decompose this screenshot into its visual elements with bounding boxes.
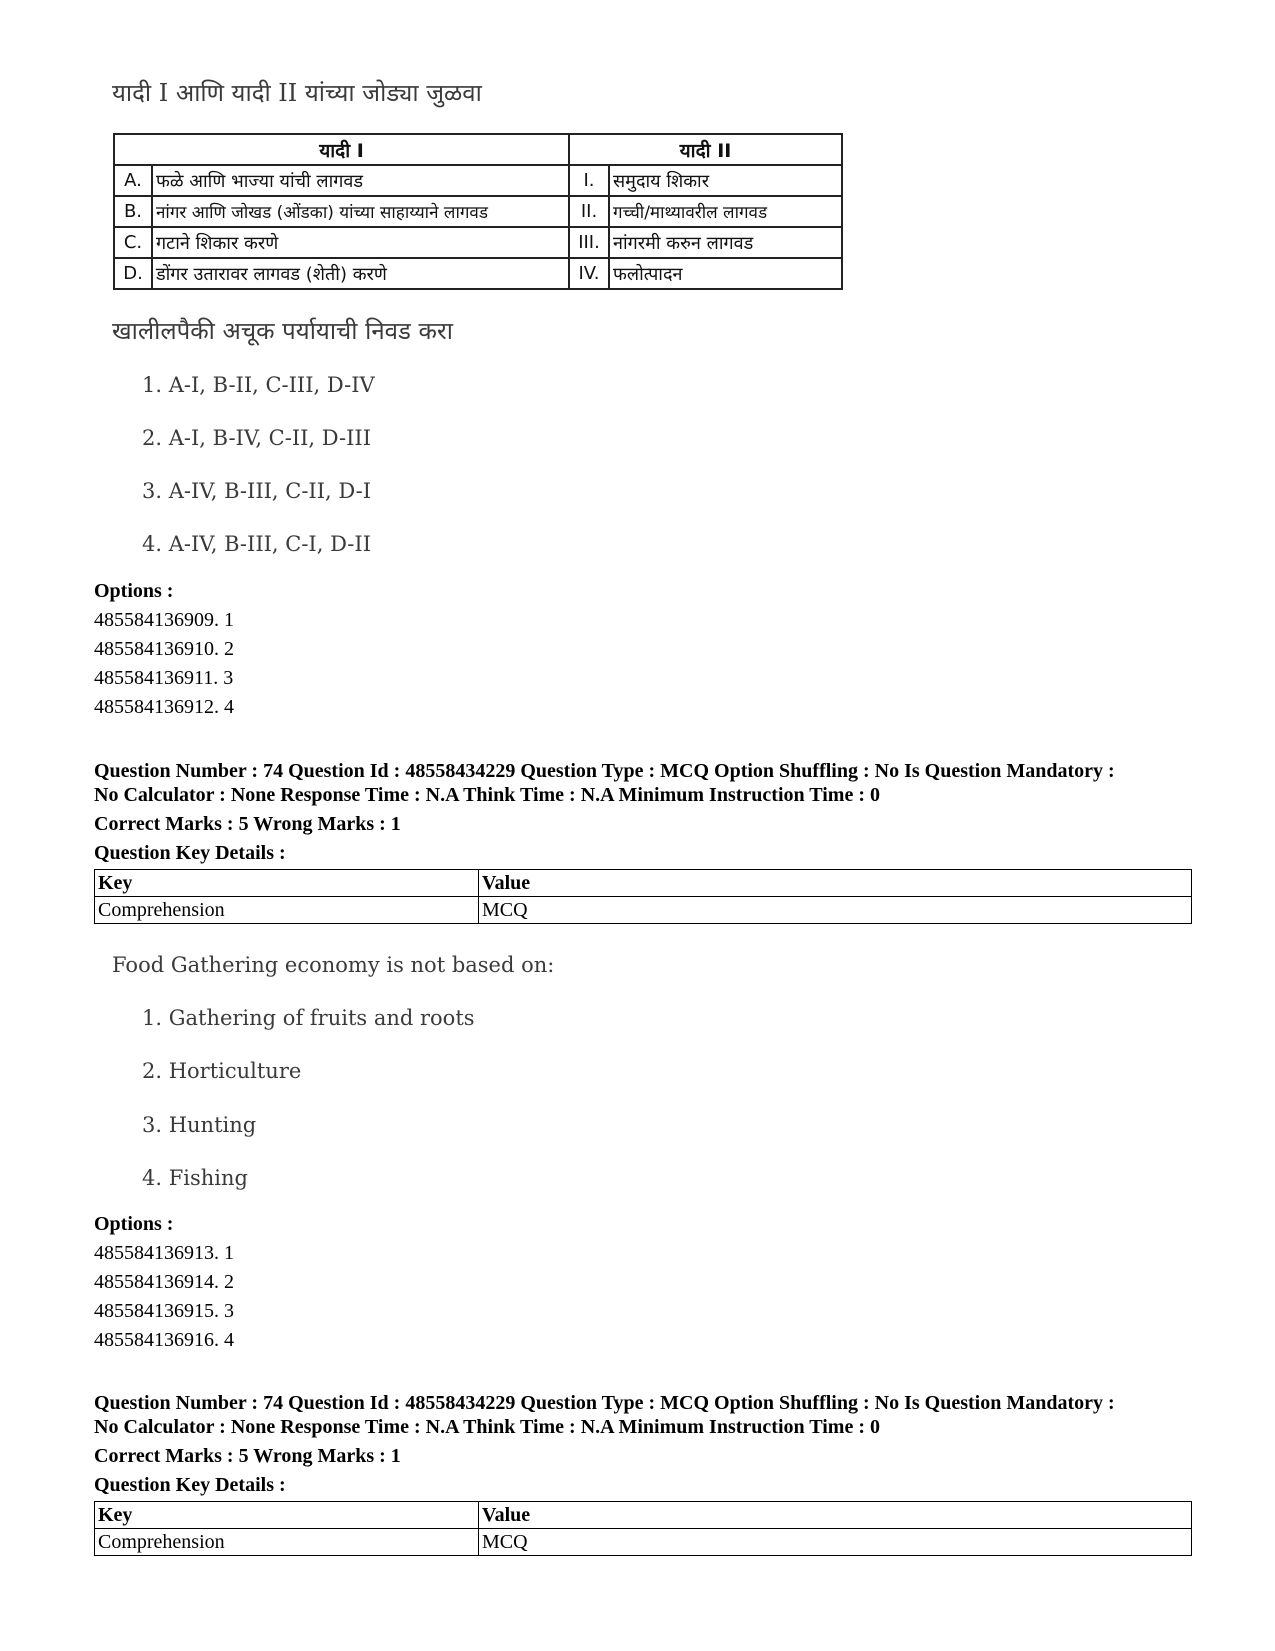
list-1-item: नांगर आणि जोखड (ओंडका) यांच्या साहाय्याने लागवड — [152, 196, 569, 227]
option-item: 485584136916. 4 — [94, 1329, 234, 1351]
list-1-label: D. — [114, 258, 152, 289]
option-item: 485584136909. 1 — [94, 609, 234, 631]
list-1-label: B. — [114, 196, 152, 227]
question-meta-line-2: No Calculator : None Response Time : N.A Think Time : N.A Minimum Instruction Time : 0 — [94, 784, 880, 806]
key-details-table — [94, 869, 1192, 924]
list-2-item: फलोत्पादन — [609, 258, 842, 289]
value-header: Value — [479, 870, 1192, 897]
option-item: 485584136913. 1 — [94, 1242, 234, 1264]
table-row — [95, 897, 1192, 924]
table-header-row — [95, 870, 1192, 897]
option-item: 485584136910. 2 — [94, 638, 234, 660]
options-label: Options : — [94, 1213, 174, 1235]
list-2-label: III. — [569, 227, 609, 258]
list-2-header: यादी II — [569, 134, 842, 165]
choice-item: 1. A-I, B-II, C-III, D-IV — [142, 373, 375, 397]
list-2-label: II. — [569, 196, 609, 227]
question-stem: Food Gathering economy is not based on: — [112, 953, 555, 977]
option-item: 485584136915. 3 — [94, 1300, 234, 1322]
choice-item: 3. Hunting — [142, 1113, 257, 1137]
marks-line: Correct Marks : 5 Wrong Marks : 1 — [94, 1445, 401, 1467]
key-cell: Comprehension — [95, 897, 479, 924]
key-header: Key — [95, 1502, 479, 1529]
value-header: Value — [479, 1502, 1192, 1529]
question-title: यादी I आणि यादी II यांच्या जोड्या जुळवा — [112, 79, 482, 107]
question-meta-line-1: Question Number : 74 Question Id : 48558434229 Question Type : MCQ Option Shuffling : No Is Question Mandatory : — [94, 1392, 1115, 1414]
option-item: 485584136914. 2 — [94, 1271, 234, 1293]
value-cell: MCQ — [479, 897, 1192, 924]
key-details-label: Question Key Details : — [94, 1474, 286, 1496]
option-item: 485584136911. 3 — [94, 667, 234, 689]
table-row — [95, 1529, 1192, 1556]
option-item: 485584136912. 4 — [94, 696, 234, 718]
marks-line: Correct Marks : 5 Wrong Marks : 1 — [94, 813, 401, 835]
key-cell: Comprehension — [95, 1529, 479, 1556]
table-header-row — [95, 1502, 1192, 1529]
list-1-label: A. — [114, 165, 152, 196]
list-2-label: IV. — [569, 258, 609, 289]
key-details-table — [94, 1501, 1192, 1556]
match-table-header — [114, 134, 842, 165]
choice-item: 2. A-I, B-IV, C-II, D-III — [142, 426, 371, 450]
list-2-item: समुदाय शिकार — [609, 165, 842, 196]
list-2-item: गच्ची/माथ्यावरील लागवड — [609, 196, 842, 227]
list-2-label: I. — [569, 165, 609, 196]
question-meta-line-2: No Calculator : None Response Time : N.A Think Time : N.A Minimum Instruction Time : 0 — [94, 1416, 880, 1438]
choice-item: 1. Gathering of fruits and roots — [142, 1006, 475, 1030]
list-2-item: नांगरमी करुन लागवड — [609, 227, 842, 258]
choice-item: 3. A-IV, B-III, C-II, D-I — [142, 479, 371, 503]
table-row — [114, 196, 842, 227]
list-1-header: यादी I — [114, 134, 569, 165]
table-row — [114, 227, 842, 258]
key-details-label: Question Key Details : — [94, 842, 286, 864]
choice-item: 2. Horticulture — [142, 1059, 302, 1083]
choice-item: 4. A-IV, B-III, C-I, D-II — [142, 532, 371, 556]
list-1-label: C. — [114, 227, 152, 258]
key-header: Key — [95, 870, 479, 897]
list-1-item: गटाने शिकार करणे — [152, 227, 569, 258]
list-1-item: फळे आणि भाज्या यांची लागवड — [152, 165, 569, 196]
table-row — [114, 165, 842, 196]
choice-item: 4. Fishing — [142, 1166, 248, 1190]
table-row — [114, 258, 842, 289]
options-label: Options : — [94, 580, 174, 602]
value-cell: MCQ — [479, 1529, 1192, 1556]
question-meta-line-1: Question Number : 74 Question Id : 48558434229 Question Type : MCQ Option Shuffling : No Is Question Mandatory : — [94, 760, 1115, 782]
list-1-item: डोंगर उतारावर लागवड (शेती) करणे — [152, 258, 569, 289]
question-instruction: खालीलपैकी अचूक पर्यायाची निवड करा — [112, 317, 453, 345]
match-table — [113, 133, 843, 290]
